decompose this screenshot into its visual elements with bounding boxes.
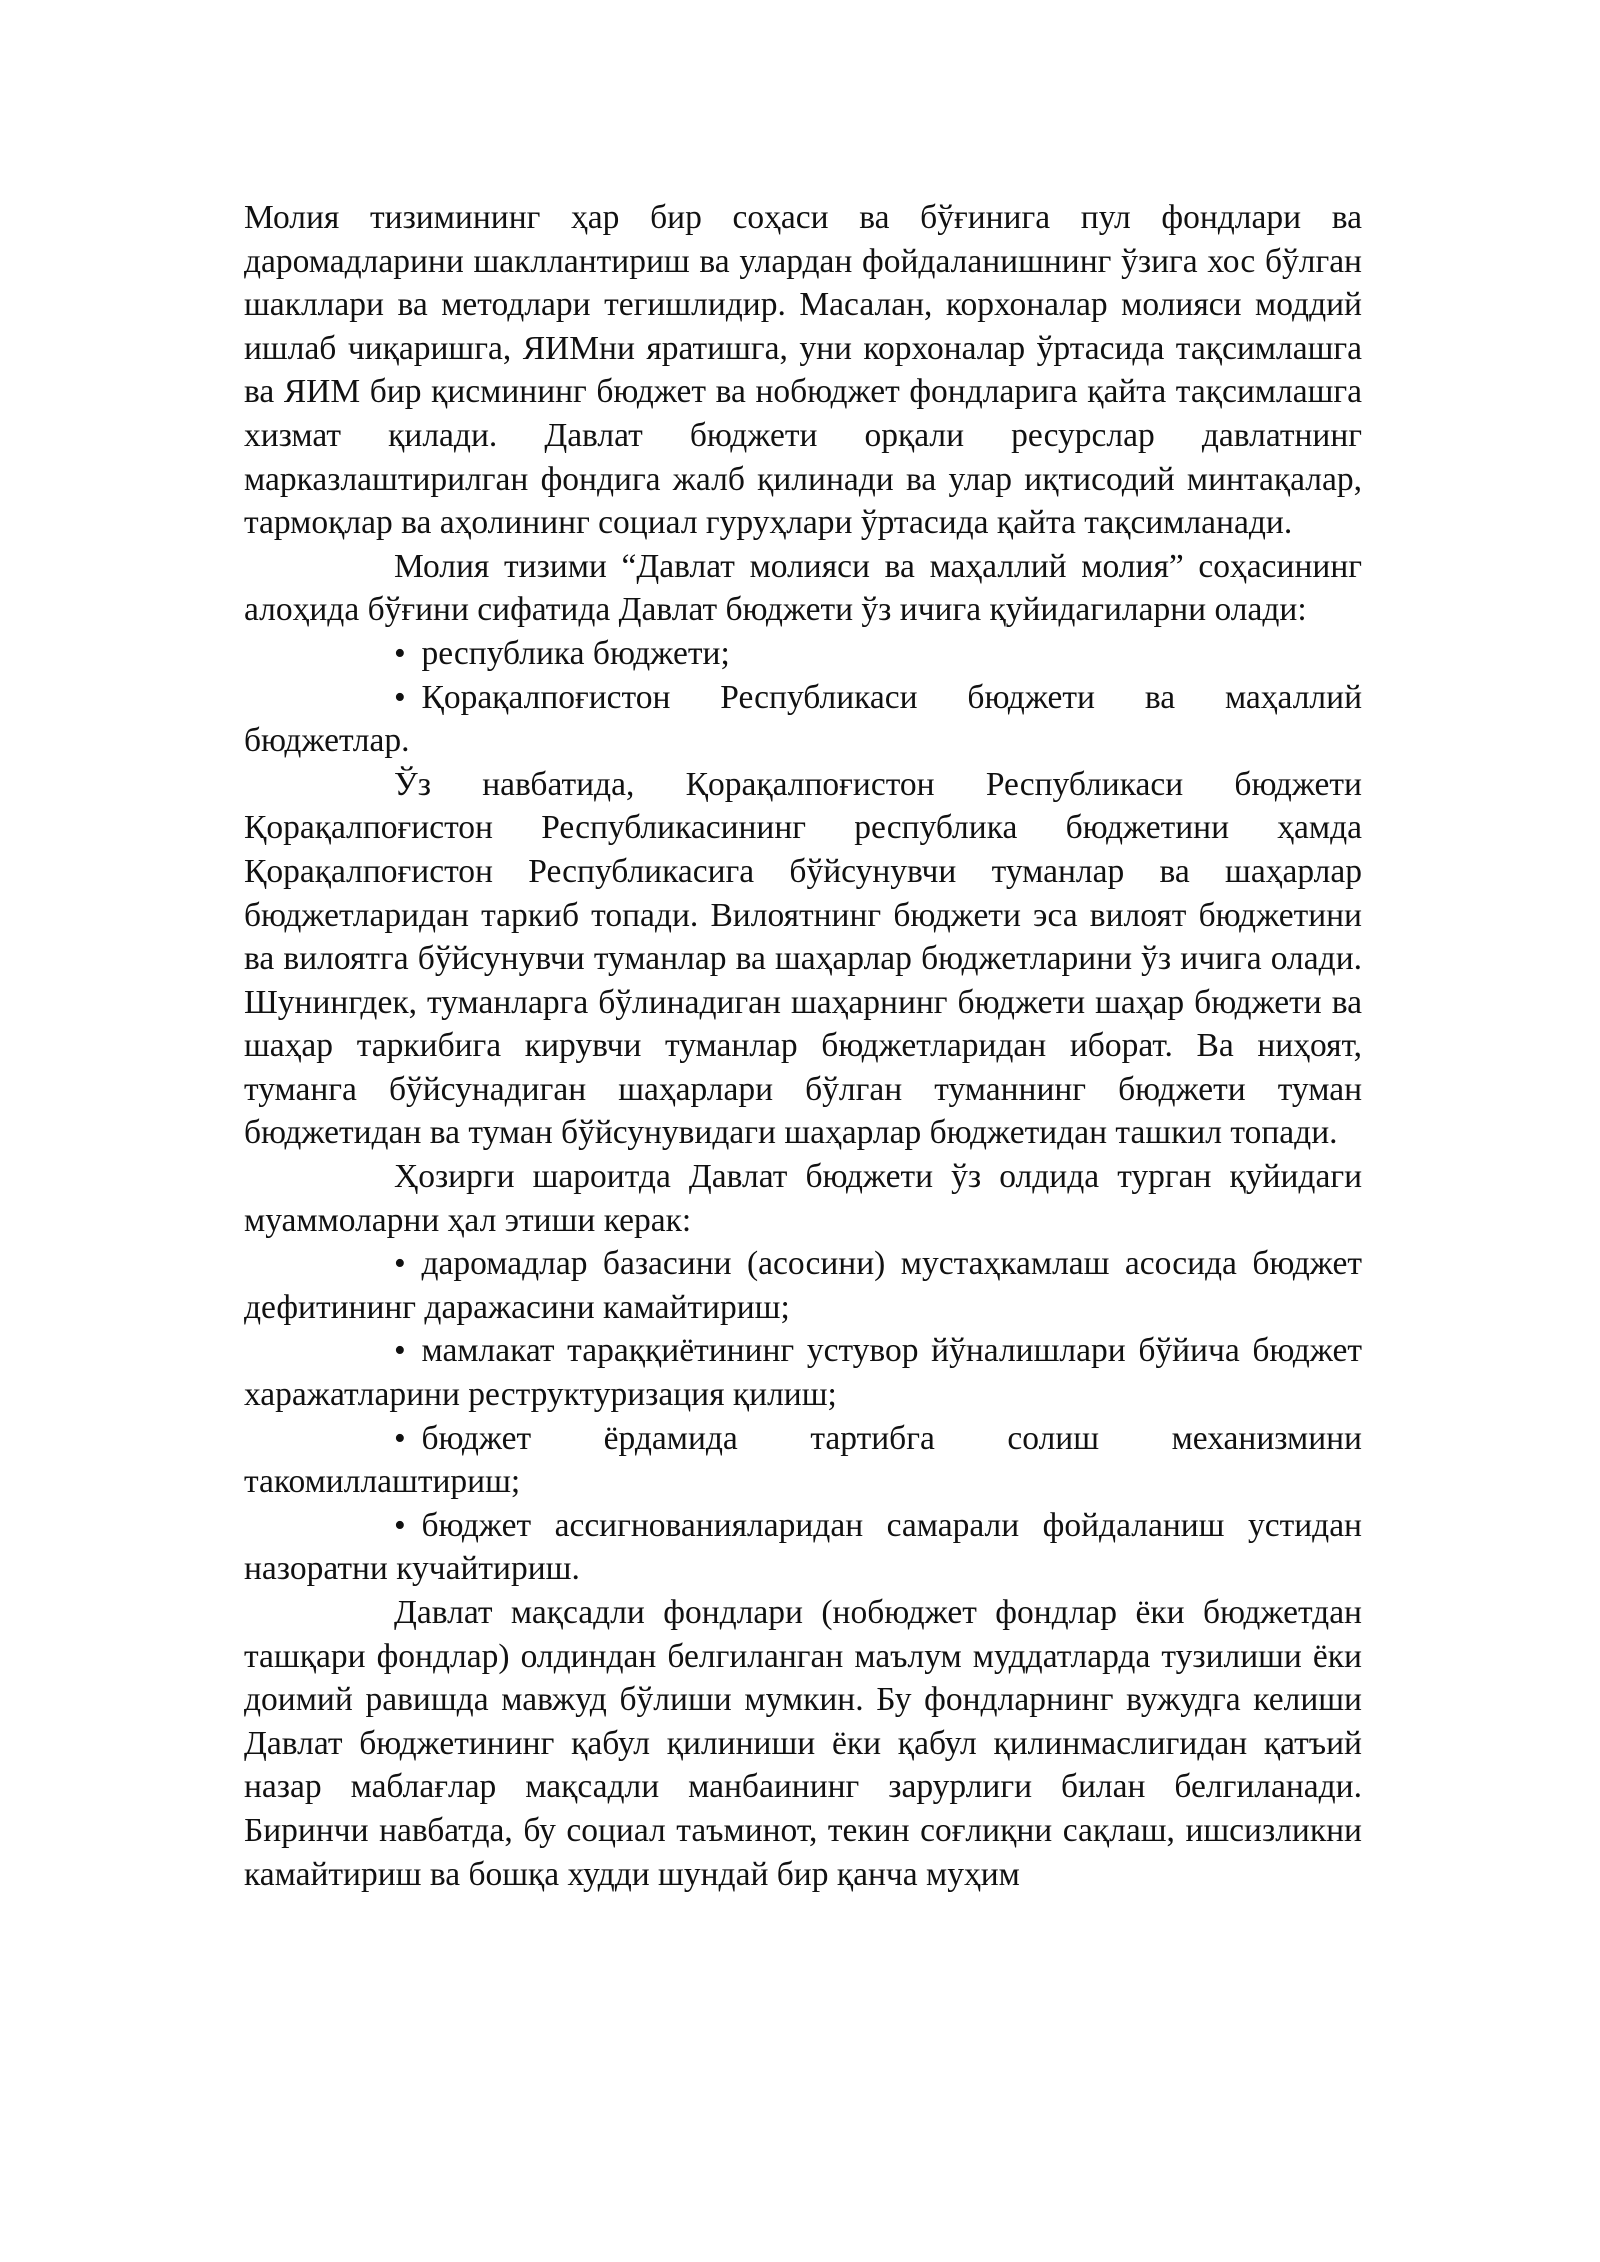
- bullet-icon: •: [394, 1245, 406, 1283]
- list-item: [244, 1329, 1362, 1416]
- list-item: [244, 632, 1362, 676]
- list-item-text: бюджет ассигнованияларидан самарали фойдаланиш устидан назоратни кучайтириш.: [244, 1506, 1362, 1588]
- paragraph-3: Ўз навбатида, Қорақалпоғистон Республикаси бюджети Қорақалпоғистон Республикасининг республика бюджетини ҳамда Қорақалпоғистон Республикасига бўйсунувчи туманлар ва шаҳарлар бюджетларидан таркиб топади. Вилоятнинг бюджети эса вилоят бюджетини ва вилоятга бўйсунувчи туманлар ва шаҳарлар бюджетларини ўз ичига олади. Шунингдек, туманларга бўлинадиган шаҳарнинг бюджети шаҳар бюджети ва шаҳар таркибига кирувчи туманлар бюджетларидан иборат. Ва ниҳоят, туманга бўйсунадиган шаҳарлари бўлган туманнинг бюджети туман бюджетидан ва туман бўйсунувидаги шаҳарлар бюджетидан ташкил топади.: [244, 765, 1362, 1152]
- bullet-icon: •: [394, 634, 406, 672]
- list-item: [244, 676, 1362, 763]
- paragraph-4: Ҳозирги шароитда Давлат бюджети ўз олдида турган қуйидаги муаммоларни ҳал этиши керак:: [244, 1158, 1362, 1239]
- bullet-icon: •: [394, 1506, 406, 1544]
- list-item-text: даромадлар базасини (асосини) мустаҳкамлаш асосида бюджет дефитининг даражасини камайтириш;: [244, 1245, 1362, 1326]
- list-item-text: Қорақалпоғистон Республикаси бюджети ва маҳаллий бюджетлар.: [244, 678, 1362, 760]
- list-item: [244, 1417, 1362, 1504]
- list-item-text: мамлакат тараққиётининг устувор йўналишлари бўйича бюджет харажатларини реструктуризация қилиш;: [244, 1332, 1362, 1414]
- paragraph-2: Молия тизими “Давлат молияси ва маҳаллий молия” соҳасининг алоҳида бўғини сифатида Давлат бюджети ўз ичига қуйидагиларни олади:: [244, 547, 1362, 629]
- bullet-icon: •: [394, 1419, 406, 1457]
- paragraph-1: Молия тизимининг ҳар бир соҳаси ва бўғинига пул фондлари ва даромадларини шакллантириш ва улардан фойдаланишнинг ўзига хос бўлган шакллари ва методлари тегишлидир. Масалан, корхоналар молияси моддий ишлаб чиқаришга, ЯИМни яратишга, уни корхоналар ўртасида тақсимлашга ва ЯИМ бир қисмининг бюджет ва нобюджет фондларига қайта тақсимлашга хизмат қилади. Давлат бюджети орқали ресурслар давлатнинг марказлаштирилган фондига жалб қилинади ва улар иқтисодий минтақалар, тармоқлар ва аҳолининг социал гуруҳлари ўртасида қайта тақсимланади.: [244, 199, 1362, 542]
- bullet-icon: •: [394, 678, 406, 716]
- document-body: [244, 196, 1362, 1896]
- list-item-text: бюджет ёрдамида тартибга солиш механизмини такомиллаштириш;: [244, 1419, 1362, 1501]
- bullet-icon: •: [394, 1332, 406, 1370]
- list-item: [244, 1504, 1362, 1591]
- list-item-text: республика бюджети;: [421, 634, 730, 672]
- paragraph-5: Давлат мақсадли фондлари (нобюджет фондлар ёки бюджетдан ташқари фондлар) олдиндан белгиланган маълум муддатларда тузилиши ёки доимий равишда мавжуд бўлиши мумкин. Бу фондларнинг вужудга келиши Давлат бюджетининг қабул қилиниши ёки қабул қилинмаслигидан қатъий назар маблағлар мақсадли манбаининг зарурлиги билан белгиланади. Биринчи навбатда, бу социал таъминот, текин соғлиқни сақлаш, ишсизликни камайтириш ва бошқа худди шундай бир қанча муҳим: [244, 1594, 1362, 1893]
- list-item: [244, 1242, 1362, 1329]
